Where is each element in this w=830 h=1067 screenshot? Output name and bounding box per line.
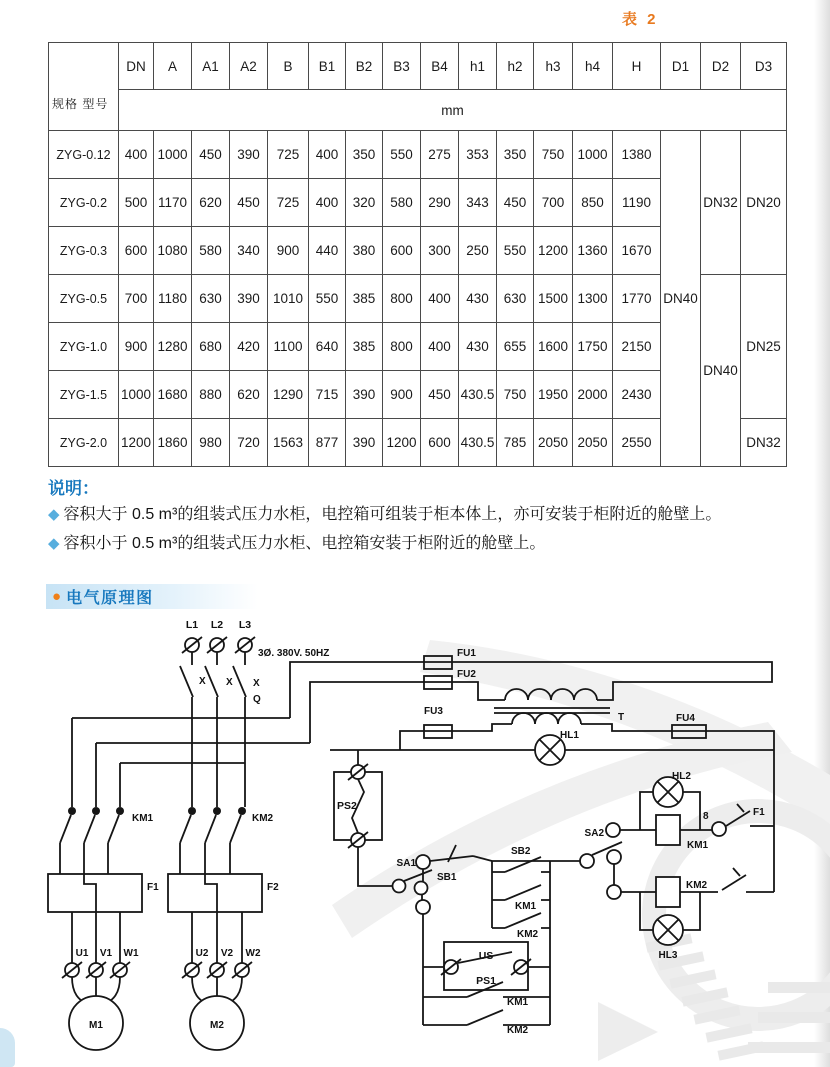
value-cell: 900 xyxy=(119,323,154,371)
value-cell: 550 xyxy=(497,227,534,275)
model-cell: ZYG-0.3 xyxy=(49,227,119,275)
value-cell: 620 xyxy=(192,179,230,227)
isolator-switch-q xyxy=(180,652,261,807)
value-cell: 390 xyxy=(346,371,383,419)
value-cell: 1380 xyxy=(613,131,661,179)
relay-label: F1 xyxy=(147,882,159,893)
value-cell: 800 xyxy=(383,275,421,323)
value-cell: 877 xyxy=(309,419,346,467)
table-tag: 表 2 xyxy=(622,11,659,28)
fuse-label: FU4 xyxy=(676,713,695,724)
value-cell: 400 xyxy=(421,275,459,323)
column-header: B2 xyxy=(346,43,383,90)
value-cell: 1600 xyxy=(534,323,573,371)
electrical-schematic xyxy=(0,598,830,1067)
motor-label: M2 xyxy=(210,1020,224,1031)
row-header-cell: 规格 型号 xyxy=(49,43,119,131)
value-cell: 1360 xyxy=(573,227,613,275)
column-header: B3 xyxy=(383,43,421,90)
column-header: A xyxy=(154,43,192,90)
supply-rating-label: 3Ø. 380V. 50HZ xyxy=(258,648,330,659)
lamp-hl1 xyxy=(535,730,579,765)
value-cell: 850 xyxy=(573,179,613,227)
value-cell: 250 xyxy=(459,227,497,275)
d-cell: DN32 xyxy=(701,131,741,275)
table-row xyxy=(49,131,787,179)
background-watermark xyxy=(332,640,830,1061)
value-cell: 980 xyxy=(192,419,230,467)
value-cell: 1000 xyxy=(154,131,192,179)
value-cell: 750 xyxy=(497,371,534,419)
value-cell: 380 xyxy=(346,227,383,275)
value-cell: 725 xyxy=(268,179,309,227)
notes-section xyxy=(48,474,792,561)
value-cell: 1563 xyxy=(268,419,309,467)
button-label: SB1 xyxy=(437,872,457,883)
value-cell: 430 xyxy=(459,275,497,323)
value-cell: 550 xyxy=(309,275,346,323)
fuse-label: FU3 xyxy=(424,706,443,717)
model-cell: ZYG-1.0 xyxy=(49,323,119,371)
d-cell: DN40 xyxy=(701,275,741,467)
value-cell: 340 xyxy=(230,227,268,275)
value-cell: 1200 xyxy=(534,227,573,275)
relay-label: F2 xyxy=(267,882,279,893)
holding-contacts xyxy=(492,846,580,1025)
circle-bullet-icon: ● xyxy=(52,588,62,605)
column-header: A1 xyxy=(192,43,230,90)
value-cell: 430.5 xyxy=(459,371,497,419)
pressure-switch-label: PS2 xyxy=(337,800,357,812)
switch-pole-label: X xyxy=(253,678,260,689)
value-cell: 390 xyxy=(230,131,268,179)
value-cell: 400 xyxy=(119,131,154,179)
value-cell: 580 xyxy=(383,179,421,227)
value-cell: 1860 xyxy=(154,419,192,467)
value-cell: 655 xyxy=(497,323,534,371)
terminal-label: U2 xyxy=(195,948,209,959)
value-cell: 620 xyxy=(230,371,268,419)
column-header: h2 xyxy=(497,43,534,90)
value-cell: 800 xyxy=(383,323,421,371)
column-header: h3 xyxy=(534,43,573,90)
value-cell: 1000 xyxy=(119,371,154,419)
value-cell: 420 xyxy=(230,323,268,371)
value-cell: 630 xyxy=(192,275,230,323)
value-cell: 450 xyxy=(192,131,230,179)
value-cell: 385 xyxy=(346,323,383,371)
value-cell: 550 xyxy=(383,131,421,179)
value-cell: 700 xyxy=(119,275,154,323)
phase-label: L2 xyxy=(210,619,224,631)
terminal-label: V2 xyxy=(220,948,234,959)
motor-m1 xyxy=(62,912,139,1050)
value-cell: 2150 xyxy=(613,323,661,371)
value-cell: 1300 xyxy=(573,275,613,323)
value-cell: 2050 xyxy=(573,419,613,467)
us-label: US xyxy=(478,950,494,962)
pressure-switch-ps2 xyxy=(334,750,392,886)
value-cell: 500 xyxy=(119,179,154,227)
column-header: A2 xyxy=(230,43,268,90)
aux-contact-label: KM2 xyxy=(507,1025,529,1036)
value-cell: 2000 xyxy=(573,371,613,419)
value-cell: 2430 xyxy=(613,371,661,419)
value-cell: 2050 xyxy=(534,419,573,467)
value-cell: 1010 xyxy=(268,275,309,323)
motor-label: M1 xyxy=(89,1020,103,1031)
contactor-label: KM1 xyxy=(132,813,154,824)
column-header: H xyxy=(613,43,661,90)
value-cell: 390 xyxy=(346,419,383,467)
three-phase-supply xyxy=(182,619,329,659)
value-cell: 385 xyxy=(346,275,383,323)
value-cell: 1950 xyxy=(534,371,573,419)
km1-main-contacts xyxy=(60,807,154,874)
value-cell: 785 xyxy=(497,419,534,467)
column-header: B4 xyxy=(421,43,459,90)
value-cell: 2550 xyxy=(613,419,661,467)
unit-cell: mm xyxy=(119,90,787,131)
value-cell: 400 xyxy=(421,323,459,371)
value-cell: 1770 xyxy=(613,275,661,323)
value-cell: 400 xyxy=(309,131,346,179)
column-header: D3 xyxy=(741,43,787,90)
switch-pole-label: X xyxy=(226,677,233,688)
nc-contact-label: F1 xyxy=(753,807,765,818)
thermal-relay-f1 xyxy=(48,874,159,912)
coil-label: KM1 xyxy=(687,840,709,851)
value-cell: 440 xyxy=(309,227,346,275)
value-cell: 1280 xyxy=(154,323,192,371)
contactor-label: KM2 xyxy=(252,813,274,824)
motor-m2 xyxy=(182,912,261,1050)
value-cell: 720 xyxy=(230,419,268,467)
aux-contact-label: KM1 xyxy=(507,997,529,1008)
value-cell: 900 xyxy=(383,371,421,419)
value-cell: 680 xyxy=(192,323,230,371)
value-cell: 1290 xyxy=(268,371,309,419)
value-cell: 343 xyxy=(459,179,497,227)
pressure-switch-ps1 xyxy=(423,942,550,1036)
column-header: DN xyxy=(119,43,154,90)
lamp-label: HL2 xyxy=(672,771,691,782)
value-cell: 880 xyxy=(192,371,230,419)
model-cell: ZYG-1.5 xyxy=(49,371,119,419)
value-cell: 275 xyxy=(421,131,459,179)
note-text: 容积小于 0.5 m³的组装式压力水柜、电控箱安装于柜附近的舱壁上。 xyxy=(63,534,546,552)
d-cell: DN32 xyxy=(741,419,787,467)
fuse-label: FU1 xyxy=(457,648,476,659)
value-cell: 1500 xyxy=(534,275,573,323)
value-cell: 450 xyxy=(421,371,459,419)
value-cell: 1100 xyxy=(268,323,309,371)
value-cell: 1750 xyxy=(573,323,613,371)
value-cell: 630 xyxy=(497,275,534,323)
terminal-label: W2 xyxy=(245,948,261,959)
value-cell: 1680 xyxy=(154,371,192,419)
switch-name-label: Q xyxy=(253,694,261,705)
terminal-label: W1 xyxy=(123,948,139,959)
km2-main-contacts xyxy=(180,807,274,874)
value-cell: 1080 xyxy=(154,227,192,275)
value-cell: 1200 xyxy=(383,419,421,467)
value-cell: 715 xyxy=(309,371,346,419)
notes-heading: 说明： xyxy=(48,479,99,498)
value-cell: 320 xyxy=(346,179,383,227)
diamond-bullet-icon: ◆ xyxy=(48,506,60,523)
value-cell: 450 xyxy=(497,179,534,227)
value-cell: 400 xyxy=(309,179,346,227)
value-cell: 600 xyxy=(119,227,154,275)
d-cell: DN20 xyxy=(741,131,787,275)
button-label: SB2 xyxy=(511,846,531,857)
d-cell: DN25 xyxy=(741,275,787,419)
thermal-relay-f2 xyxy=(168,874,279,912)
model-cell: ZYG-0.5 xyxy=(49,275,119,323)
value-cell: 430.5 xyxy=(459,419,497,467)
value-cell: 1670 xyxy=(613,227,661,275)
model-cell: ZYG-0.2 xyxy=(49,179,119,227)
value-cell: 350 xyxy=(497,131,534,179)
lamp-label: HL3 xyxy=(658,950,678,961)
value-cell: 900 xyxy=(268,227,309,275)
value-cell: 1200 xyxy=(119,419,154,467)
value-cell: 750 xyxy=(534,131,573,179)
terminal-label: V1 xyxy=(99,948,113,959)
selector-sa2 xyxy=(580,823,640,899)
value-cell: 600 xyxy=(383,227,421,275)
value-cell: 1180 xyxy=(154,275,192,323)
value-cell: 350 xyxy=(346,131,383,179)
note-item xyxy=(48,533,792,556)
note-text: 容积大于 0.5 m³的组装式压力水柜，电控箱可组装于柜本体上，亦可安装于柜附近的舱壁上。 xyxy=(63,506,722,523)
terminal-label: U1 xyxy=(75,948,89,959)
column-header: h1 xyxy=(459,43,497,90)
value-cell: 390 xyxy=(230,275,268,323)
model-cell: ZYG-2.0 xyxy=(49,419,119,467)
value-cell: 640 xyxy=(309,323,346,371)
aux-contact-label: KM1 xyxy=(515,901,537,912)
value-cell: 353 xyxy=(459,131,497,179)
value-cell: 725 xyxy=(268,131,309,179)
model-cell: ZYG-0.12 xyxy=(49,131,119,179)
column-header: B xyxy=(268,43,309,90)
d-cell: DN40 xyxy=(661,131,701,467)
value-cell: 300 xyxy=(421,227,459,275)
value-cell: 1000 xyxy=(573,131,613,179)
column-header: h4 xyxy=(573,43,613,90)
column-header: D2 xyxy=(701,43,741,90)
note-item xyxy=(48,504,792,527)
wire-number: 8 xyxy=(703,811,709,822)
circuit-section-title: 电气原理图 xyxy=(66,590,154,607)
fuse-label: FU2 xyxy=(457,669,476,680)
lamp-label: HL1 xyxy=(560,730,579,741)
value-cell: 430 xyxy=(459,323,497,371)
diamond-bullet-icon: ◆ xyxy=(48,534,60,552)
switch-pole-label: X xyxy=(199,676,206,687)
aux-contact-label: KM2 xyxy=(517,929,539,940)
selector-label: SA1 xyxy=(396,858,416,869)
spec-table xyxy=(48,42,787,467)
column-header: B1 xyxy=(309,43,346,90)
spec-table-wrap xyxy=(48,42,787,467)
phase-label: L1 xyxy=(185,619,199,631)
transformer-label: T xyxy=(618,712,625,723)
value-cell: 700 xyxy=(534,179,573,227)
selector-label: SA2 xyxy=(584,828,604,839)
phase-label: L3 xyxy=(238,619,252,631)
value-cell: 580 xyxy=(192,227,230,275)
value-cell: 450 xyxy=(230,179,268,227)
coil-label: KM2 xyxy=(686,880,708,891)
value-cell: 1170 xyxy=(154,179,192,227)
value-cell: 600 xyxy=(421,419,459,467)
column-header: D1 xyxy=(661,43,701,90)
value-cell: 1190 xyxy=(613,179,661,227)
ps1-label: PS1 xyxy=(476,975,496,987)
value-cell: 290 xyxy=(421,179,459,227)
